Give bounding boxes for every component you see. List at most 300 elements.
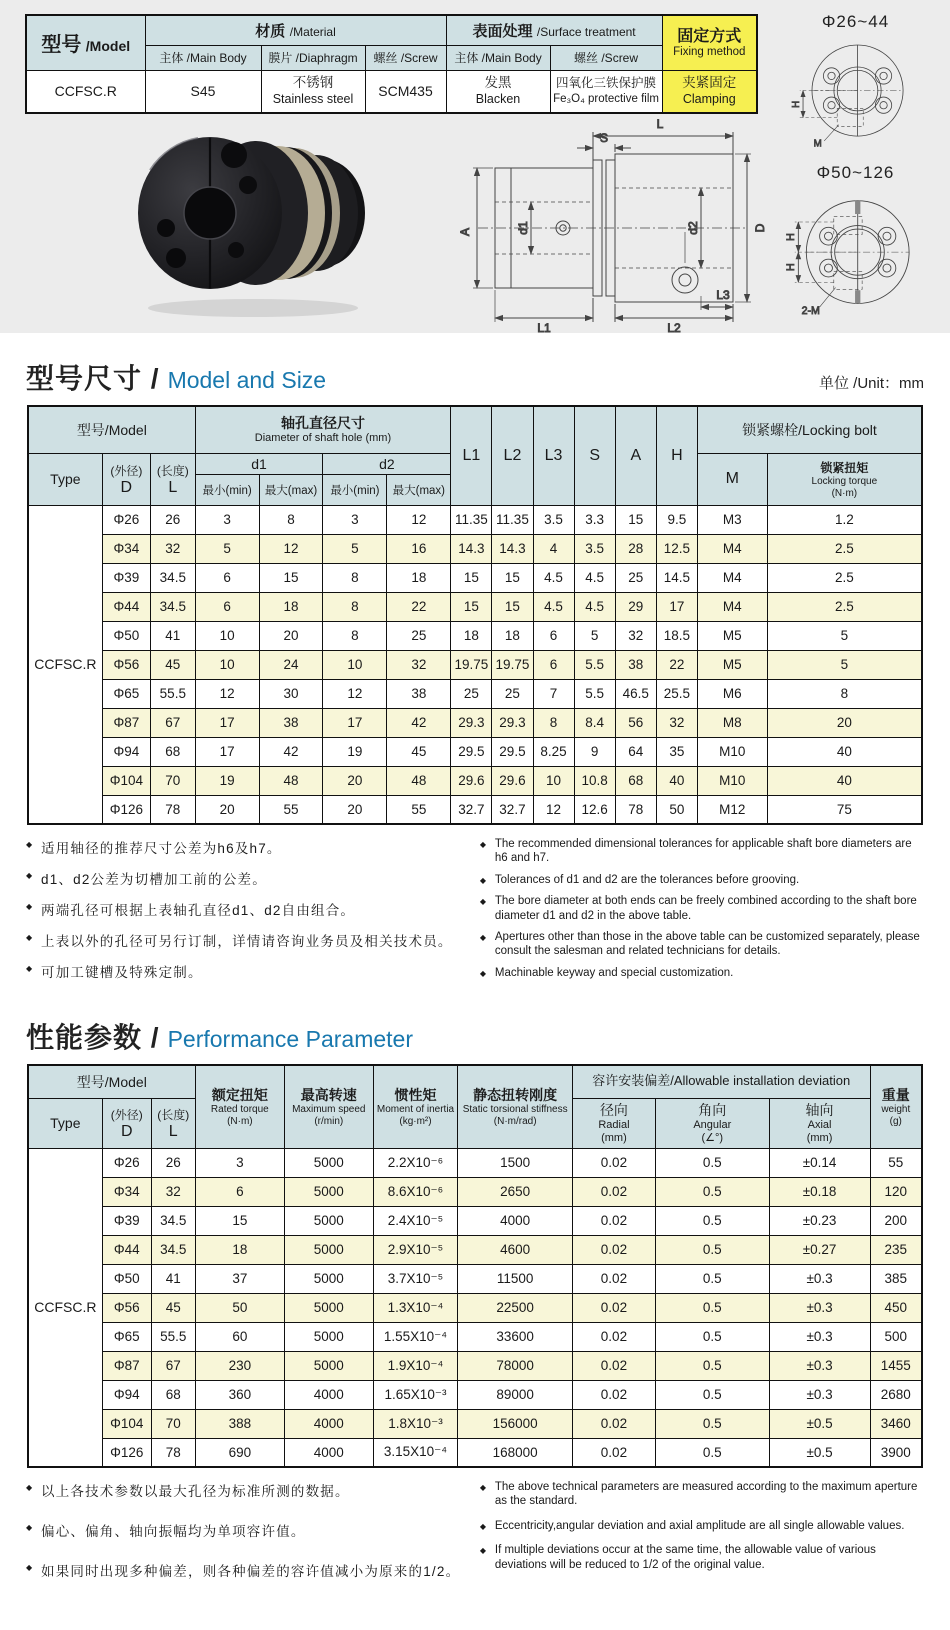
perf-th-weight: 重量 weight (g) [870, 1065, 922, 1148]
cell-L1: 15 [451, 592, 492, 621]
perf-th-rated-torque: 额定扭矩 Rated torque (N·m) [195, 1065, 284, 1148]
cell-L3: 4.5 [533, 563, 574, 592]
cell-stiffness: 78000 [458, 1351, 572, 1380]
cell-length: 34.5 [150, 592, 195, 621]
cell-stiffness: 2650 [458, 1177, 572, 1206]
cell-outer-diameter: Φ26 [102, 505, 150, 534]
cell-locking-torque: 1.2 [767, 505, 922, 534]
cell-length: 70 [150, 766, 195, 795]
cell-A: 28 [615, 534, 656, 563]
face-diagram-small-title: Φ26~44 [821, 12, 890, 31]
size-table-row [28, 650, 922, 679]
cell-L3: 4 [533, 534, 574, 563]
cell-axial-deviation: ±0.3 [769, 1380, 870, 1409]
cell-L1: 29.6 [451, 766, 492, 795]
cell-weight: 55 [870, 1148, 922, 1177]
size-th-m: M [697, 453, 767, 505]
cell-L3: 12 [533, 795, 574, 824]
size-th-L2: L2 [492, 406, 533, 505]
spec-subheader-main-body: 主体 /Main Body [145, 45, 261, 70]
dim-label-S: S [599, 131, 609, 145]
cell-max-speed: 5000 [285, 1322, 374, 1351]
size-th-d2-max: 最大(max) [387, 474, 451, 505]
cell-S: 4.5 [574, 592, 615, 621]
cell-L3: 4.5 [533, 592, 574, 621]
size-th-d1-min: 最小(min) [195, 474, 259, 505]
cell-d1-min: 3 [195, 505, 259, 534]
cell-stiffness: 33600 [458, 1322, 572, 1351]
cell-angular-deviation: 0.5 [656, 1351, 770, 1380]
cell-A: 64 [615, 737, 656, 766]
spec-surface-main-value: 发黑 Blacken [446, 70, 550, 113]
cell-length: 41 [150, 621, 195, 650]
cell-d2-max: 38 [387, 679, 451, 708]
cell-stiffness: 4600 [458, 1235, 572, 1264]
cell-L1: 19.75 [451, 650, 492, 679]
cell-inertia: 1.8X10⁻³ [373, 1409, 458, 1438]
cell-L2: 14.3 [492, 534, 533, 563]
cell-stiffness: 22500 [458, 1293, 572, 1322]
cell-inertia: 2.4X10⁻⁵ [373, 1206, 458, 1235]
spec-fixing-value: 夹紧固定 Clamping [662, 70, 757, 113]
cell-outer-diameter: Φ87 [102, 1351, 151, 1380]
cell-d2-min: 5 [323, 534, 387, 563]
cell-M: M8 [697, 708, 767, 737]
cell-locking-torque: 75 [767, 795, 922, 824]
cell-max-speed: 5000 [285, 1148, 374, 1177]
spec-subheader-diaphragm: 膜片 /Diaphragm [261, 45, 365, 70]
cell-max-speed: 5000 [285, 1264, 374, 1293]
cell-angular-deviation: 0.5 [656, 1380, 770, 1409]
perf-th-angular: 角向 Angular (∠°) [656, 1098, 770, 1148]
cell-L1: 15 [451, 563, 492, 592]
spec-header-model-zh: 型号 [41, 34, 82, 57]
cell-M: M5 [697, 650, 767, 679]
cell-L1: 29.3 [451, 708, 492, 737]
cell-L2: 29.3 [492, 708, 533, 737]
cell-locking-torque: 40 [767, 766, 922, 795]
note-item: ◆ 两端孔径可根据上表轴孔直径d1、d2自由组合。 [26, 899, 480, 919]
cell-weight: 500 [870, 1322, 922, 1351]
cell-d2-max: 55 [387, 795, 451, 824]
size-th-d: (外径) D [102, 453, 150, 505]
cell-H: 18.5 [656, 621, 697, 650]
cell-d1-min: 17 [195, 737, 259, 766]
cell-d2-min: 17 [323, 708, 387, 737]
coupling-front-disc [138, 137, 308, 289]
dim-label-A: A [458, 227, 472, 237]
cell-H: 17 [656, 592, 697, 621]
product-photo [88, 110, 408, 328]
cell-outer-diameter: Φ126 [102, 1438, 151, 1467]
cell-locking-torque: 40 [767, 737, 922, 766]
cell-stiffness: 4000 [458, 1206, 572, 1235]
note-item: ◆ Tolerances of d1 and d2 are the tolerances before grooving. [480, 873, 924, 887]
cell-locking-torque: 20 [767, 708, 922, 737]
cell-inertia: 3.15X10⁻⁴ [373, 1438, 458, 1467]
cell-L3: 8.25 [533, 737, 574, 766]
cell-d1-max: 18 [259, 592, 323, 621]
note-item: ◆ 上表以外的孔径可另行订制，详情请咨询业务员及相关技术员。 [26, 930, 480, 950]
cell-H: 32 [656, 708, 697, 737]
cell-M: M6 [697, 679, 767, 708]
cell-S: 9 [574, 737, 615, 766]
spec-header-surface: 表面处理 /Surface treatment [446, 15, 662, 45]
cell-max-speed: 5000 [285, 1293, 374, 1322]
unit-note: 单位 /Unit：mm [818, 375, 924, 392]
cell-length: 26 [151, 1148, 195, 1177]
cell-stiffness: 89000 [458, 1380, 572, 1409]
size-table-row [28, 679, 922, 708]
size-th-d1: d1 [195, 453, 323, 474]
size-table-row [28, 534, 922, 563]
cell-inertia: 1.55X10⁻⁴ [373, 1322, 458, 1351]
cell-inertia: 2.9X10⁻⁵ [373, 1235, 458, 1264]
note-item: ◆ The recommended dimensional tolerances for applicable shaft bore diameters are h6 and h7. [480, 837, 924, 866]
size-section-head [26, 357, 924, 397]
cell-d1-min: 12 [195, 679, 259, 708]
cell-d1-min: 6 [195, 592, 259, 621]
cell-rated-torque: 690 [195, 1438, 284, 1467]
cell-L2: 32.7 [492, 795, 533, 824]
cell-axial-deviation: ±0.23 [769, 1206, 870, 1235]
cell-outer-diameter: Φ104 [102, 1409, 151, 1438]
cell-outer-diameter: Φ50 [102, 1264, 151, 1293]
spec-screw-value: SCM435 [365, 70, 446, 113]
material-spec-table [25, 14, 758, 114]
perf-th-stiffness: 静态扭转刚度 Static torsional stiffness (N·m/rad) [458, 1065, 572, 1148]
perf-section-title: 性能参数 / Performance Parameter [26, 1022, 413, 1053]
cell-outer-diameter: Φ87 [102, 708, 150, 737]
cell-length: 45 [150, 650, 195, 679]
cell-radial-deviation: 0.02 [572, 1438, 655, 1467]
two-m-dim-label: 2-M [801, 305, 820, 318]
cell-radial-deviation: 0.02 [572, 1322, 655, 1351]
cell-d2-min: 10 [323, 650, 387, 679]
cell-inertia: 3.7X10⁻⁵ [373, 1264, 458, 1293]
cell-d1-max: 12 [259, 534, 323, 563]
perf-section-head [26, 1016, 924, 1056]
cell-axial-deviation: ±0.3 [769, 1351, 870, 1380]
perf-notes-zh [26, 1480, 480, 1600]
cell-length: 68 [150, 737, 195, 766]
note-item: ◆ The above technical parameters are measured according to the maximum aperture as the standard. [480, 1480, 924, 1509]
cell-H: 12.5 [656, 534, 697, 563]
cell-outer-diameter: Φ39 [102, 563, 150, 592]
cell-radial-deviation: 0.02 [572, 1177, 655, 1206]
m-dim-label: M [813, 138, 822, 150]
perf-th-l: (长度) L [151, 1098, 195, 1148]
cell-inertia: 1.3X10⁻⁴ [373, 1293, 458, 1322]
cell-locking-torque: 2.5 [767, 563, 922, 592]
cell-outer-diameter: Φ56 [102, 1293, 151, 1322]
cell-L3: 6 [533, 621, 574, 650]
cell-d2-max: 18 [387, 563, 451, 592]
cell-d1-max: 15 [259, 563, 323, 592]
cell-weight: 3460 [870, 1409, 922, 1438]
cell-H: 25.5 [656, 679, 697, 708]
cell-stiffness: 1500 [458, 1148, 572, 1177]
cell-weight: 120 [870, 1177, 922, 1206]
cell-angular-deviation: 0.5 [656, 1409, 770, 1438]
dim-label-d1: d1 [516, 221, 530, 235]
cell-outer-diameter: Φ44 [102, 592, 150, 621]
size-th-S: S [574, 406, 615, 505]
cell-outer-diameter: Φ56 [102, 650, 150, 679]
perf-table-row [28, 1177, 922, 1206]
cell-axial-deviation: ±0.14 [769, 1148, 870, 1177]
cell-max-speed: 5000 [285, 1351, 374, 1380]
cell-d2-max: 45 [387, 737, 451, 766]
performance-table [27, 1064, 923, 1468]
cell-L3: 6 [533, 650, 574, 679]
spec-subheader-screw: 螺丝 /Screw [365, 45, 446, 70]
cell-M: M12 [697, 795, 767, 824]
cell-L1: 32.7 [451, 795, 492, 824]
cell-A: 68 [615, 766, 656, 795]
cell-d1-max: 30 [259, 679, 323, 708]
cell-max-speed: 4000 [285, 1438, 374, 1467]
cell-M: M3 [697, 505, 767, 534]
spec-header-material: 材质 /Material [145, 15, 446, 45]
perf-th-d: (外径) D [102, 1098, 151, 1148]
cell-length: 34.5 [151, 1206, 195, 1235]
cell-weight: 385 [870, 1264, 922, 1293]
cell-rated-torque: 37 [195, 1264, 284, 1293]
cell-outer-diameter: Φ65 [102, 679, 150, 708]
cell-axial-deviation: ±0.27 [769, 1235, 870, 1264]
cell-d1-max: 55 [259, 795, 323, 824]
cell-d1-min: 17 [195, 708, 259, 737]
perf-th-model-group: 型号/Model [28, 1065, 195, 1098]
cell-stiffness: 156000 [458, 1409, 572, 1438]
cell-outer-diameter: Φ126 [102, 795, 150, 824]
cell-weight: 1455 [870, 1351, 922, 1380]
spec-surface-screw-value: 四氧化三铁保护膜 Fe₃O₄ protective film [550, 70, 662, 113]
cell-S: 8.4 [574, 708, 615, 737]
cell-d2-min: 12 [323, 679, 387, 708]
cell-d1-min: 10 [195, 650, 259, 679]
size-notes-en [480, 837, 924, 992]
note-item: ◆ 适用轴径的推荐尺寸公差为h6及h7。 [26, 837, 480, 857]
perf-th-type: Type [28, 1098, 102, 1148]
cell-d2-min: 20 [323, 795, 387, 824]
cell-axial-deviation: ±0.5 [769, 1438, 870, 1467]
cell-d1-max: 42 [259, 737, 323, 766]
cell-S: 12.6 [574, 795, 615, 824]
cell-inertia: 2.2X10⁻⁶ [373, 1148, 458, 1177]
spec-main-body-value: S45 [145, 70, 261, 113]
cell-locking-torque: 5 [767, 621, 922, 650]
cell-length: 70 [151, 1409, 195, 1438]
cell-rated-torque: 388 [195, 1409, 284, 1438]
note-item: ◆ Eccentricity,angular deviation and axial amplitude are all single allowable values. [480, 1519, 924, 1533]
note-item: ◆ 可加工键槽及特殊定制。 [26, 961, 480, 981]
cell-axial-deviation: ±0.3 [769, 1322, 870, 1351]
face-diagram-large [763, 183, 948, 323]
product-overview-band [0, 0, 950, 333]
cell-L1: 25 [451, 679, 492, 708]
face-diagram-large-title: Φ50~126 [816, 163, 895, 182]
cell-d2-max: 42 [387, 708, 451, 737]
cell-L1: 11.35 [451, 505, 492, 534]
perf-th-inertia: 惯性矩 Moment of inertia (kg·m²) [373, 1065, 458, 1148]
size-th-d2-min: 最小(min) [323, 474, 387, 505]
size-th-locking-group: 锁紧螺栓/Locking bolt [697, 406, 922, 453]
cell-L2: 11.35 [492, 505, 533, 534]
perf-table-row [28, 1351, 922, 1380]
cell-d2-min: 3 [323, 505, 387, 534]
cell-d2-max: 32 [387, 650, 451, 679]
cell-radial-deviation: 0.02 [572, 1351, 655, 1380]
perf-th-axial: 轴向 Axial (mm) [769, 1098, 870, 1148]
cell-stiffness: 168000 [458, 1438, 572, 1467]
cell-d1-max: 20 [259, 621, 323, 650]
cell-S: 5.5 [574, 650, 615, 679]
perf-notes [26, 1480, 924, 1600]
cell-d2-max: 16 [387, 534, 451, 563]
cell-locking-torque: 8 [767, 679, 922, 708]
note-item: ◆ The bore diameter at both ends can be freely combined according to the shaft bore diameter d1 and d2 in the above table. [480, 894, 924, 923]
cell-M: M10 [697, 737, 767, 766]
cell-weight: 450 [870, 1293, 922, 1322]
cell-S: 5 [574, 621, 615, 650]
cell-radial-deviation: 0.02 [572, 1380, 655, 1409]
perf-notes-en [480, 1480, 924, 1600]
cell-S: 3.5 [574, 534, 615, 563]
cell-locking-torque: 5 [767, 650, 922, 679]
cell-d2-max: 25 [387, 621, 451, 650]
cell-A: 32 [615, 621, 656, 650]
spec-model-value: CCFSC.R [26, 70, 145, 113]
h-dim-label: H [790, 100, 802, 108]
size-th-L1: L1 [451, 406, 492, 505]
cell-axial-deviation: ±0.3 [769, 1293, 870, 1322]
cell-d2-min: 19 [323, 737, 387, 766]
h-dim-label-top: H [784, 233, 797, 241]
size-th-A: A [615, 406, 656, 505]
perf-table-row [28, 1409, 922, 1438]
cell-stiffness: 11500 [458, 1264, 572, 1293]
cell-M: M4 [697, 534, 767, 563]
perf-table-row [28, 1264, 922, 1293]
cell-rated-torque: 18 [195, 1235, 284, 1264]
cell-rated-torque: 15 [195, 1206, 284, 1235]
cell-L2: 15 [492, 592, 533, 621]
cell-length: 67 [151, 1351, 195, 1380]
cell-outer-diameter: Φ94 [102, 1380, 151, 1409]
perf-table-row [28, 1235, 922, 1264]
cell-angular-deviation: 0.5 [656, 1264, 770, 1293]
cell-outer-diameter: Φ44 [102, 1235, 151, 1264]
cell-d2-min: 8 [323, 592, 387, 621]
perf-table-row [28, 1380, 922, 1409]
size-notes [26, 837, 924, 992]
spec-header-fixing: 固定方式 Fixing method [662, 15, 757, 70]
cell-outer-diameter: Φ34 [102, 534, 150, 563]
cell-d1-min: 10 [195, 621, 259, 650]
perf-th-max-speed: 最高转速 Maximum speed (r/min) [285, 1065, 374, 1148]
cell-M: M5 [697, 621, 767, 650]
cell-L2: 25 [492, 679, 533, 708]
cell-rated-torque: 60 [195, 1322, 284, 1351]
perf-table-row [28, 1148, 922, 1177]
cell-M: M4 [697, 592, 767, 621]
size-th-d2: d2 [323, 453, 451, 474]
size-th-L3: L3 [533, 406, 574, 505]
cell-length: 26 [150, 505, 195, 534]
cell-L2: 15 [492, 563, 533, 592]
cell-H: 22 [656, 650, 697, 679]
cell-max-speed: 5000 [285, 1235, 374, 1264]
cell-H: 9.5 [656, 505, 697, 534]
perf-table-row [28, 1293, 922, 1322]
cell-d1-min: 19 [195, 766, 259, 795]
cell-d2-max: 12 [387, 505, 451, 534]
dim-label-L1: L1 [537, 321, 551, 335]
cell-length: 55.5 [151, 1322, 195, 1351]
cell-d2-min: 8 [323, 621, 387, 650]
size-table-row [28, 708, 922, 737]
cell-axial-deviation: ±0.5 [769, 1409, 870, 1438]
cell-inertia: 1.9X10⁻⁴ [373, 1351, 458, 1380]
cell-d1-max: 48 [259, 766, 323, 795]
size-th-type: Type [28, 453, 102, 505]
cell-d2-max: 48 [387, 766, 451, 795]
cell-d1-max: 8 [259, 505, 323, 534]
size-table-row [28, 563, 922, 592]
note-item: ◆ 如果同时出现多种偏差，则各种偏差的容许值减小为原来的1/2。 [26, 1560, 480, 1580]
size-th-d1-max: 最大(max) [259, 474, 323, 505]
size-table-row [28, 505, 922, 534]
perf-th-radial: 径向 Radial (mm) [572, 1098, 655, 1148]
cell-M: M4 [697, 563, 767, 592]
cell-angular-deviation: 0.5 [656, 1206, 770, 1235]
cell-max-speed: 4000 [285, 1380, 374, 1409]
size-section-title: 型号尺寸 / Model and Size [26, 363, 327, 394]
cell-H: 35 [656, 737, 697, 766]
perf-table-body [28, 1148, 922, 1467]
cell-length: 34.5 [151, 1235, 195, 1264]
cell-outer-diameter: Φ34 [102, 1177, 151, 1206]
cell-rated-torque: 6 [195, 1177, 284, 1206]
face-diagram-small [763, 32, 948, 154]
cell-L2: 29.6 [492, 766, 533, 795]
cell-L3: 10 [533, 766, 574, 795]
cell-angular-deviation: 0.5 [656, 1148, 770, 1177]
cell-radial-deviation: 0.02 [572, 1206, 655, 1235]
cell-angular-deviation: 0.5 [656, 1235, 770, 1264]
note-item: ◆ Machinable keyway and special customization. [480, 966, 924, 980]
cell-inertia: 8.6X10⁻⁶ [373, 1177, 458, 1206]
cell-weight: 3900 [870, 1438, 922, 1467]
cell-d1-min: 6 [195, 563, 259, 592]
cell-L3: 8 [533, 708, 574, 737]
cell-M: M10 [697, 766, 767, 795]
cell-locking-torque: 2.5 [767, 534, 922, 563]
dim-label-D: D [753, 223, 767, 233]
cell-angular-deviation: 0.5 [656, 1177, 770, 1206]
spec-subheader-surface-screw: 螺丝 /Screw [550, 45, 662, 70]
cell-L3: 3.5 [533, 505, 574, 534]
cell-angular-deviation: 0.5 [656, 1322, 770, 1351]
cell-outer-diameter: Φ39 [102, 1206, 151, 1235]
cell-length: 34.5 [150, 563, 195, 592]
cell-max-speed: 4000 [285, 1409, 374, 1438]
type-value-cell: CCFSC.R [28, 1148, 102, 1467]
cell-L1: 14.3 [451, 534, 492, 563]
cell-max-speed: 5000 [285, 1206, 374, 1235]
